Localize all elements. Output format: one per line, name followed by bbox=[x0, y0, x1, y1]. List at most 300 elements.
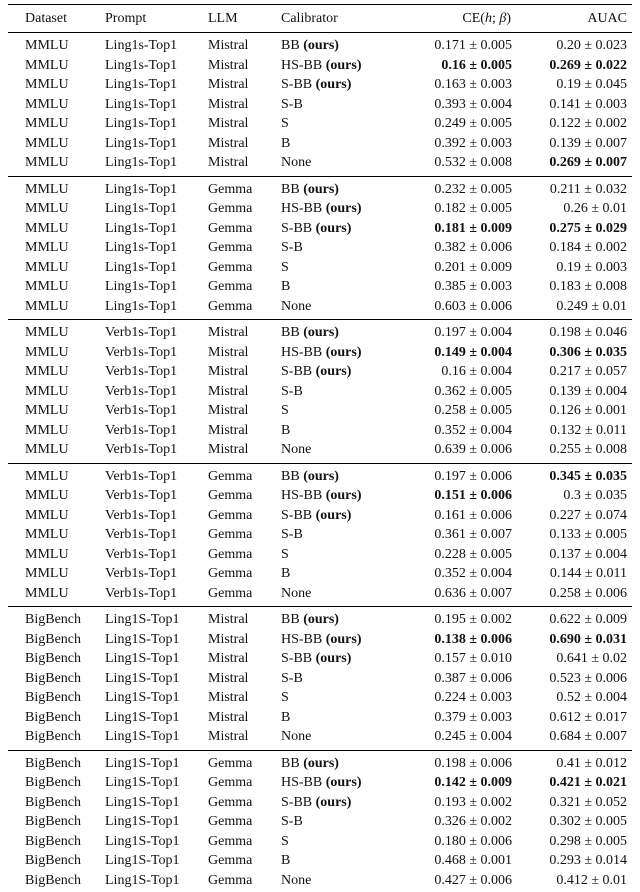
cell-calibrator bbox=[281, 851, 401, 871]
cell-auac: 0.183 ± 0.008 bbox=[549, 279, 627, 294]
cell-llm: Gemma bbox=[208, 201, 253, 216]
table-row bbox=[8, 75, 632, 95]
cell-llm: Mistral bbox=[208, 403, 249, 418]
calibrator-name: S bbox=[281, 546, 289, 562]
cell-llm: Mistral bbox=[208, 709, 249, 725]
cell-prompt: Verb1s-Top1 bbox=[105, 566, 178, 581]
calibrator-name: B bbox=[281, 566, 291, 581]
cell-ce: 0.198 ± 0.006 bbox=[401, 750, 516, 773]
cell-dataset: BigBench bbox=[25, 670, 81, 686]
table-row bbox=[8, 56, 632, 76]
cell-dataset: MMLU bbox=[25, 488, 69, 503]
cell-ce: 0.197 ± 0.006 bbox=[401, 463, 516, 486]
calibrator-name: None bbox=[281, 155, 312, 170]
cell-auac: 0.139 ± 0.007 bbox=[549, 135, 627, 151]
table-row bbox=[8, 630, 632, 650]
cell-llm: Gemma bbox=[208, 853, 253, 868]
cell-ce: 0.245 ± 0.004 bbox=[434, 729, 512, 744]
cell-calibrator bbox=[281, 297, 401, 320]
cell-prompt: Ling1s-Top1 bbox=[105, 116, 178, 131]
calibrator-name: B bbox=[281, 279, 291, 294]
cell-auac: 0.141 ± 0.003 bbox=[549, 96, 627, 112]
cell-calibrator bbox=[281, 277, 401, 297]
cell-prompt: Verb1s-Top1 bbox=[105, 320, 208, 343]
table-row bbox=[8, 463, 632, 486]
cell-prompt: Ling1S-Top1 bbox=[105, 833, 180, 849]
cell-auac: 0.684 ± 0.007 bbox=[549, 729, 627, 744]
calibrator-name: None bbox=[281, 729, 312, 744]
table-row bbox=[8, 486, 632, 506]
cell-auac: 0.52 ± 0.004 bbox=[556, 690, 627, 705]
calibrator-name: S-BB bbox=[281, 364, 313, 379]
cell-ce: 0.468 ± 0.001 bbox=[434, 853, 512, 868]
cell-llm: Mistral bbox=[208, 651, 249, 666]
cell-ce: 0.232 ± 0.005 bbox=[401, 176, 516, 199]
table-row bbox=[8, 750, 632, 773]
cell-calibrator bbox=[281, 708, 401, 728]
cell-auac: 0.275 ± 0.029 bbox=[549, 220, 627, 236]
cell-llm: Mistral bbox=[208, 442, 249, 457]
ours-badge: (ours) bbox=[299, 468, 339, 484]
table-row bbox=[8, 669, 632, 689]
cell-dataset: MMLU bbox=[25, 403, 69, 418]
cell-ce: 0.16 ± 0.004 bbox=[441, 364, 512, 379]
table-row bbox=[8, 199, 632, 219]
calibrator-name: S-B bbox=[281, 814, 303, 829]
cell-auac: 0.690 ± 0.031 bbox=[549, 631, 627, 647]
cell-calibrator bbox=[281, 773, 401, 793]
cell-dataset: BigBench bbox=[8, 871, 105, 892]
table-row bbox=[8, 688, 632, 708]
cell-calibrator bbox=[281, 463, 401, 486]
cell-calibrator bbox=[281, 95, 401, 115]
cell-ce: 0.181 ± 0.009 bbox=[434, 220, 512, 236]
calibrator-name: S-B bbox=[281, 240, 303, 255]
calibrator-name: B bbox=[281, 853, 291, 868]
calibrator-name: S bbox=[281, 259, 289, 275]
cell-ce: 0.228 ± 0.005 bbox=[434, 546, 512, 562]
cell-llm: Mistral bbox=[208, 96, 249, 112]
cell-dataset: MMLU bbox=[25, 298, 69, 314]
cell-prompt: Ling1S-Top1 bbox=[105, 670, 180, 686]
cell-prompt: Ling1s-Top1 bbox=[105, 135, 178, 151]
cell-llm: Gemma bbox=[208, 259, 253, 275]
cell-prompt: Verb1s-Top1 bbox=[105, 546, 178, 562]
cell-ce: 0.180 ± 0.006 bbox=[434, 833, 512, 849]
cell-auac: 0.26 ± 0.01 bbox=[563, 201, 627, 216]
cell-dataset: BigBench bbox=[25, 833, 81, 849]
table-row bbox=[8, 649, 632, 669]
cell-ce: 0.157 ± 0.010 bbox=[434, 651, 512, 666]
cell-dataset: BigBench bbox=[25, 631, 81, 647]
table-row bbox=[8, 238, 632, 258]
calibrator-name: None bbox=[281, 872, 312, 888]
ours-badge: (ours) bbox=[312, 220, 352, 236]
cell-dataset: MMLU bbox=[25, 383, 69, 399]
cell-ce: 0.142 ± 0.009 bbox=[434, 775, 512, 790]
cell-calibrator bbox=[281, 33, 401, 56]
cell-auac: 0.622 ± 0.009 bbox=[516, 607, 632, 630]
calibrator-name: HS-BB bbox=[281, 631, 323, 647]
calibrator-name: S-BB bbox=[281, 794, 313, 810]
table-row bbox=[8, 33, 632, 56]
cell-auac: 0.641 ± 0.02 bbox=[556, 651, 627, 666]
calibrator-name: S-BB bbox=[281, 220, 313, 236]
cell-prompt: Verb1s-Top1 bbox=[105, 403, 178, 418]
cell-auac: 0.139 ± 0.004 bbox=[549, 383, 627, 399]
cell-calibrator bbox=[281, 320, 401, 343]
table-row bbox=[8, 727, 632, 750]
col-header-ce bbox=[401, 5, 516, 33]
cell-calibrator bbox=[281, 486, 401, 506]
ce-header-prefix: CE( bbox=[462, 10, 485, 26]
table-row bbox=[8, 134, 632, 154]
ours-badge: (ours) bbox=[312, 364, 352, 379]
cell-prompt: Ling1s-Top1 bbox=[105, 176, 208, 199]
cell-prompt: Ling1s-Top1 bbox=[105, 155, 178, 170]
cell-prompt: Ling1S-Top1 bbox=[105, 607, 208, 630]
ours-badge: (ours) bbox=[299, 38, 339, 53]
cell-llm: Gemma bbox=[208, 794, 253, 810]
cell-calibrator bbox=[281, 630, 401, 650]
ce-header-beta-var: β bbox=[499, 10, 507, 26]
cell-dataset: MMLU bbox=[25, 546, 69, 562]
cell-auac: 0.269 ± 0.022 bbox=[549, 57, 627, 73]
cell-calibrator bbox=[281, 258, 401, 278]
cell-prompt: Ling1S-Top1 bbox=[105, 651, 180, 666]
cell-ce: 0.532 ± 0.008 bbox=[434, 155, 512, 170]
cell-dataset: MMLU bbox=[8, 463, 105, 486]
cell-llm: Mistral bbox=[208, 383, 249, 399]
cell-llm: Gemma bbox=[208, 585, 253, 601]
calibrator-name: S bbox=[281, 833, 289, 849]
cell-auac: 0.258 ± 0.006 bbox=[549, 585, 627, 601]
table-row bbox=[8, 607, 632, 630]
cell-auac: 0.126 ± 0.001 bbox=[549, 403, 627, 418]
cell-prompt: Verb1s-Top1 bbox=[105, 488, 178, 503]
table-row bbox=[8, 421, 632, 441]
calibrator-name: S-B bbox=[281, 527, 303, 542]
cell-auac: 0.306 ± 0.035 bbox=[549, 344, 627, 360]
cell-llm: Gemma bbox=[208, 220, 253, 236]
col-header-prompt: Prompt bbox=[105, 5, 208, 33]
table-row bbox=[8, 95, 632, 115]
cell-auac: 0.122 ± 0.002 bbox=[549, 116, 627, 131]
col-header-auac: AUAC bbox=[516, 5, 632, 33]
cell-llm: Mistral bbox=[208, 135, 249, 151]
cell-ce: 0.138 ± 0.006 bbox=[434, 631, 512, 647]
cell-llm: Gemma bbox=[208, 775, 253, 790]
cell-calibrator bbox=[281, 134, 401, 154]
cell-auac: 0.302 ± 0.005 bbox=[549, 814, 627, 829]
ce-header-h-var: h bbox=[484, 10, 492, 26]
cell-llm: Gemma bbox=[208, 527, 253, 542]
cell-calibrator bbox=[281, 75, 401, 95]
table-row bbox=[8, 362, 632, 382]
cell-calibrator bbox=[281, 688, 401, 708]
cell-auac: 0.137 ± 0.004 bbox=[549, 546, 627, 562]
cell-llm: Mistral bbox=[208, 57, 249, 73]
table-row bbox=[8, 545, 632, 565]
calibrator-name: HS-BB bbox=[281, 57, 323, 73]
cell-prompt: Ling1s-Top1 bbox=[105, 259, 178, 275]
table-row bbox=[8, 793, 632, 813]
cell-auac: 0.523 ± 0.006 bbox=[549, 670, 627, 686]
cell-calibrator bbox=[281, 649, 401, 669]
ours-badge: (ours) bbox=[322, 775, 362, 790]
table-row bbox=[8, 401, 632, 421]
cell-dataset: MMLU bbox=[25, 507, 69, 523]
table-row bbox=[8, 258, 632, 278]
cell-prompt: Ling1s-Top1 bbox=[105, 38, 178, 53]
cell-dataset: MMLU bbox=[25, 57, 69, 73]
cell-llm: Gemma bbox=[208, 546, 253, 562]
cell-llm: Mistral bbox=[208, 729, 249, 744]
cell-prompt: Verb1s-Top1 bbox=[105, 585, 178, 601]
cell-calibrator bbox=[281, 669, 401, 689]
cell-llm: Gemma bbox=[208, 298, 253, 314]
cell-dataset: BigBench bbox=[25, 794, 81, 810]
cell-prompt: Ling1s-Top1 bbox=[105, 96, 178, 112]
cell-ce: 0.387 ± 0.006 bbox=[434, 670, 512, 686]
cell-prompt: Ling1s-Top1 bbox=[105, 279, 178, 294]
ce-header-suffix: ) bbox=[506, 10, 511, 26]
table-row bbox=[8, 584, 632, 607]
cell-llm: Gemma bbox=[208, 833, 253, 849]
ours-badge: (ours) bbox=[322, 488, 362, 503]
cell-auac: 0.132 ± 0.011 bbox=[549, 422, 627, 438]
calibrator-name: HS-BB bbox=[281, 344, 323, 360]
table-row bbox=[8, 832, 632, 852]
cell-calibrator bbox=[281, 812, 401, 832]
table-row bbox=[8, 382, 632, 402]
ours-badge: (ours) bbox=[312, 794, 352, 810]
cell-llm: Gemma bbox=[208, 507, 253, 523]
calibrator-name: HS-BB bbox=[281, 775, 323, 790]
cell-calibrator bbox=[281, 584, 401, 607]
cell-llm: Gemma bbox=[208, 463, 281, 486]
cell-dataset: MMLU bbox=[25, 135, 69, 151]
cell-prompt: Ling1S-Top1 bbox=[105, 794, 180, 810]
cell-ce: 0.149 ± 0.004 bbox=[434, 344, 512, 360]
results-table bbox=[8, 4, 632, 892]
cell-ce: 0.161 ± 0.006 bbox=[434, 507, 512, 523]
col-header-calibrator: Calibrator bbox=[281, 5, 401, 33]
calibrator-name: S-B bbox=[281, 670, 303, 686]
ours-badge: (ours) bbox=[322, 344, 362, 360]
cell-auac: 0.412 ± 0.01 bbox=[516, 871, 632, 892]
cell-auac: 0.41 ± 0.012 bbox=[516, 750, 632, 773]
calibrator-name: None bbox=[281, 585, 312, 601]
table-body bbox=[8, 33, 632, 892]
cell-dataset: BigBench bbox=[25, 690, 81, 705]
cell-dataset: BigBench bbox=[25, 651, 81, 666]
cell-dataset: MMLU bbox=[25, 527, 69, 542]
cell-dataset: BigBench bbox=[8, 750, 105, 773]
cell-llm: Mistral bbox=[208, 607, 281, 630]
cell-prompt: Ling1S-Top1 bbox=[105, 853, 180, 868]
cell-llm: Gemma bbox=[208, 750, 281, 773]
cell-ce: 0.352 ± 0.004 bbox=[434, 422, 512, 438]
cell-calibrator bbox=[281, 564, 401, 584]
table-row bbox=[8, 343, 632, 363]
cell-auac: 0.345 ± 0.035 bbox=[516, 463, 632, 486]
cell-auac: 0.3 ± 0.035 bbox=[563, 488, 627, 503]
cell-llm: Mistral bbox=[208, 364, 249, 379]
cell-calibrator bbox=[281, 401, 401, 421]
cell-prompt: Verb1s-Top1 bbox=[105, 507, 178, 523]
cell-ce: 0.382 ± 0.006 bbox=[434, 240, 512, 255]
cell-prompt: Ling1S-Top1 bbox=[105, 729, 180, 744]
calibrator-name: BB bbox=[281, 755, 300, 771]
cell-prompt: Ling1S-Top1 bbox=[105, 775, 180, 790]
cell-dataset: MMLU bbox=[25, 344, 69, 360]
cell-ce: 0.182 ± 0.005 bbox=[434, 201, 512, 216]
cell-auac: 0.293 ± 0.014 bbox=[549, 853, 627, 868]
cell-calibrator bbox=[281, 219, 401, 239]
cell-ce: 0.326 ± 0.002 bbox=[434, 814, 512, 829]
calibrator-name: BB bbox=[281, 38, 300, 53]
cell-dataset: BigBench bbox=[25, 814, 81, 829]
table-row bbox=[8, 219, 632, 239]
cell-dataset: BigBench bbox=[8, 607, 105, 630]
ours-badge: (ours) bbox=[299, 325, 339, 340]
cell-calibrator bbox=[281, 238, 401, 258]
cell-llm: Mistral bbox=[208, 670, 249, 686]
cell-dataset: MMLU bbox=[25, 585, 69, 601]
calibrator-name: None bbox=[281, 298, 312, 314]
cell-prompt: Verb1s-Top1 bbox=[105, 463, 208, 486]
cell-calibrator bbox=[281, 545, 401, 565]
cell-ce: 0.201 ± 0.009 bbox=[434, 259, 512, 275]
cell-llm: Gemma bbox=[208, 279, 253, 294]
cell-llm: Gemma bbox=[208, 566, 253, 581]
cell-dataset: MMLU bbox=[25, 77, 69, 92]
cell-prompt: Ling1S-Top1 bbox=[105, 750, 208, 773]
table-row bbox=[8, 440, 632, 463]
calibrator-name: S bbox=[281, 116, 289, 131]
cell-prompt: Verb1s-Top1 bbox=[105, 527, 178, 542]
table-row bbox=[8, 871, 632, 892]
cell-dataset: MMLU bbox=[25, 422, 69, 438]
calibrator-name: HS-BB bbox=[281, 201, 323, 216]
cell-llm: Mistral bbox=[208, 631, 249, 647]
cell-auac: 0.298 ± 0.005 bbox=[549, 833, 627, 849]
table-row bbox=[8, 851, 632, 871]
table-row bbox=[8, 525, 632, 545]
calibrator-name: S-B bbox=[281, 96, 303, 112]
cell-llm: Gemma bbox=[208, 488, 253, 503]
cell-prompt: Ling1s-Top1 bbox=[105, 240, 178, 255]
cell-auac: 0.19 ± 0.003 bbox=[556, 259, 627, 275]
cell-auac: 0.321 ± 0.052 bbox=[549, 794, 627, 810]
cell-prompt: Ling1S-Top1 bbox=[105, 814, 180, 829]
cell-calibrator bbox=[281, 382, 401, 402]
cell-dataset: MMLU bbox=[25, 240, 69, 255]
cell-ce: 0.224 ± 0.003 bbox=[434, 690, 512, 705]
cell-auac: 0.211 ± 0.032 bbox=[516, 176, 632, 199]
cell-dataset: MMLU bbox=[25, 279, 69, 294]
table-row bbox=[8, 773, 632, 793]
cell-prompt: Verb1s-Top1 bbox=[105, 364, 178, 379]
cell-auac: 0.20 ± 0.023 bbox=[556, 38, 627, 53]
cell-ce: 0.197 ± 0.004 bbox=[401, 320, 516, 343]
cell-prompt: Ling1s-Top1 bbox=[105, 57, 178, 73]
cell-dataset: BigBench bbox=[25, 709, 81, 725]
cell-dataset: MMLU bbox=[25, 201, 69, 216]
cell-dataset: MMLU bbox=[25, 364, 69, 379]
cell-auac: 0.269 ± 0.007 bbox=[549, 155, 627, 170]
ours-badge: (ours) bbox=[322, 57, 362, 73]
cell-ce: 0.639 ± 0.006 bbox=[434, 442, 512, 457]
cell-dataset: BigBench bbox=[25, 729, 81, 744]
cell-calibrator bbox=[281, 176, 401, 199]
cell-ce: 0.427 ± 0.006 bbox=[401, 871, 516, 892]
cell-dataset: MMLU bbox=[8, 320, 105, 343]
cell-llm: Gemma bbox=[208, 871, 281, 892]
cell-llm: Gemma bbox=[208, 814, 253, 829]
cell-calibrator bbox=[281, 871, 401, 892]
cell-prompt: Verb1s-Top1 bbox=[105, 442, 178, 457]
cell-auac: 0.612 ± 0.017 bbox=[549, 709, 627, 725]
cell-ce: 0.249 ± 0.005 bbox=[434, 116, 512, 131]
table-row bbox=[8, 153, 632, 176]
cell-ce: 0.379 ± 0.003 bbox=[434, 709, 512, 725]
calibrator-name: S-BB bbox=[281, 651, 313, 666]
cell-ce: 0.361 ± 0.007 bbox=[434, 527, 512, 542]
cell-dataset: MMLU bbox=[25, 566, 69, 581]
calibrator-name: None bbox=[281, 442, 312, 457]
cell-ce: 0.171 ± 0.005 bbox=[434, 38, 512, 53]
table-row bbox=[8, 506, 632, 526]
cell-calibrator bbox=[281, 727, 401, 750]
cell-prompt: Ling1S-Top1 bbox=[105, 690, 180, 705]
cell-ce: 0.362 ± 0.005 bbox=[434, 383, 512, 399]
calibrator-name: BB bbox=[281, 468, 300, 484]
cell-ce: 0.195 ± 0.002 bbox=[401, 607, 516, 630]
calibrator-name: B bbox=[281, 422, 291, 438]
cell-calibrator bbox=[281, 362, 401, 382]
cell-calibrator bbox=[281, 506, 401, 526]
cell-ce: 0.16 ± 0.005 bbox=[441, 57, 512, 73]
ours-badge: (ours) bbox=[299, 612, 339, 627]
cell-auac: 0.133 ± 0.005 bbox=[549, 527, 627, 542]
ce-header-sep: ; bbox=[491, 10, 500, 26]
cell-ce: 0.151 ± 0.006 bbox=[434, 488, 512, 503]
cell-ce: 0.385 ± 0.003 bbox=[434, 279, 512, 294]
ours-badge: (ours) bbox=[312, 651, 352, 666]
cell-auac: 0.227 ± 0.074 bbox=[549, 507, 627, 523]
cell-ce: 0.193 ± 0.002 bbox=[434, 794, 512, 810]
cell-prompt: Ling1s-Top1 bbox=[105, 77, 178, 92]
ours-badge: (ours) bbox=[322, 631, 362, 647]
cell-dataset: MMLU bbox=[25, 96, 69, 112]
cell-llm: Gemma bbox=[208, 176, 281, 199]
cell-dataset: MMLU bbox=[25, 38, 69, 53]
cell-prompt: Verb1s-Top1 bbox=[105, 383, 178, 399]
cell-llm: Mistral bbox=[208, 320, 281, 343]
cell-auac: 0.249 ± 0.01 bbox=[556, 298, 627, 314]
cell-auac: 0.184 ± 0.002 bbox=[549, 240, 627, 255]
calibrator-name: S-BB bbox=[281, 507, 313, 523]
col-header-llm: LLM bbox=[208, 5, 281, 33]
ours-badge: (ours) bbox=[312, 507, 352, 523]
cell-llm: Mistral bbox=[208, 116, 249, 131]
cell-dataset: MMLU bbox=[25, 155, 69, 170]
cell-auac: 0.217 ± 0.057 bbox=[549, 364, 627, 379]
cell-llm: Mistral bbox=[208, 38, 249, 53]
calibrator-name: HS-BB bbox=[281, 488, 323, 503]
